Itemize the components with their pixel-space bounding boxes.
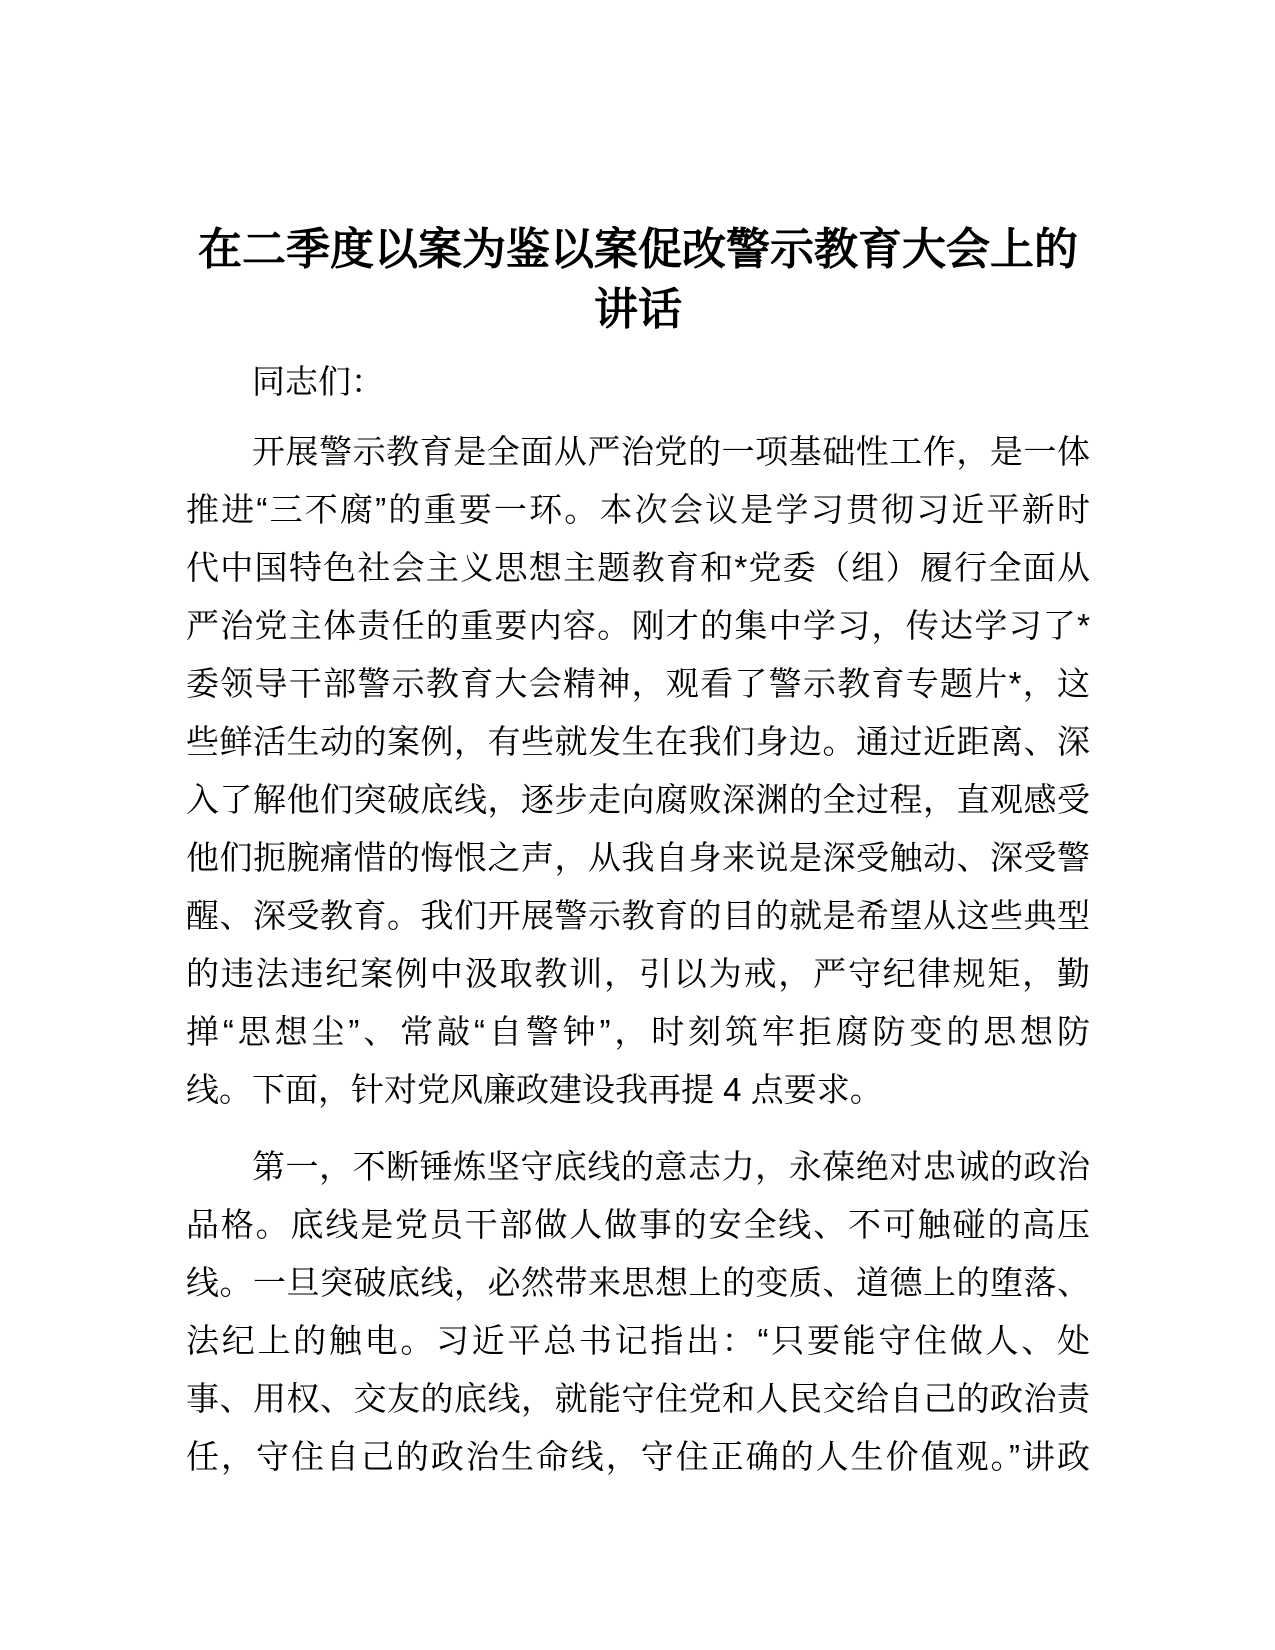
text-line: 法纪上的触电。习近平总书记指出：“只要能守住做人、处 bbox=[186, 1322, 1090, 1359]
text-line: 线。一旦突破底线，必然带来思想上的变质、道德上的堕落、 bbox=[186, 1264, 1090, 1301]
text-line: 些鲜活生动的案例，有些就发生在我们身边。通过近距离、深 bbox=[186, 723, 1090, 760]
page-title bbox=[186, 220, 1090, 340]
text-line: 推进“三不腐”的重要一环。本次会议是学习贯彻习近平新时 bbox=[186, 491, 1090, 528]
text-line: 事、用权、交友的底线，就能守住党和人民交给自己的政治责 bbox=[186, 1380, 1090, 1417]
text-line: 入了解他们突破底线，逐步走向腐败深渊的全过程，直观感受 bbox=[186, 781, 1090, 818]
text-line: 掸“思想尘”、常敲“自警钟”，时刻筑牢拒腐防变的思想防 bbox=[186, 1013, 1090, 1050]
text-line: 醒、深受教育。我们开展警示教育的目的就是希望从这些典型 bbox=[186, 897, 1090, 934]
text-line: 委领导干部警示教育大会精神，观看了警示教育专题片*，这 bbox=[186, 665, 1090, 702]
title-line-2: 讲话 bbox=[594, 285, 682, 334]
text-line: 第一，不断锤炼坚守底线的意志力，永葆绝对忠诚的政治 bbox=[252, 1148, 1090, 1185]
text-line: 的违法违纪案例中汲取教训，引以为戒，严守纪律规矩，勤 bbox=[186, 955, 1090, 992]
title-line-1: 在二季度以案为鉴以案促改警示教育大会上的 bbox=[198, 225, 1078, 274]
document-content bbox=[186, 220, 1090, 1486]
text-line: 线。下面，针对党风廉政建设我再提 4 点要求。 bbox=[186, 1071, 883, 1108]
text-line: 代中国特色社会主义思想主题教育和*党委（组）履行全面从 bbox=[186, 549, 1090, 586]
text-line: 他们扼腕痛惜的悔恨之声，从我自身来说是深受触动、深受警 bbox=[186, 839, 1090, 876]
text-line: 品格。底线是党员干部做人做事的安全线、不可触碰的高压 bbox=[186, 1206, 1090, 1243]
paragraph bbox=[186, 1138, 1090, 1486]
text-line: 严治党主体责任的重要内容。刚才的集中学习，传达学习了* bbox=[186, 607, 1090, 644]
text-line: 任，守住自己的政治生命线，守住正确的人生价值观。”讲政 bbox=[186, 1438, 1090, 1475]
salutation-line: 同志们： bbox=[252, 363, 384, 400]
paragraphs-container bbox=[186, 423, 1090, 1486]
paragraph bbox=[186, 423, 1090, 1119]
text-line: 开展警示教育是全面从严治党的一项基础性工作，是一体 bbox=[252, 433, 1090, 470]
